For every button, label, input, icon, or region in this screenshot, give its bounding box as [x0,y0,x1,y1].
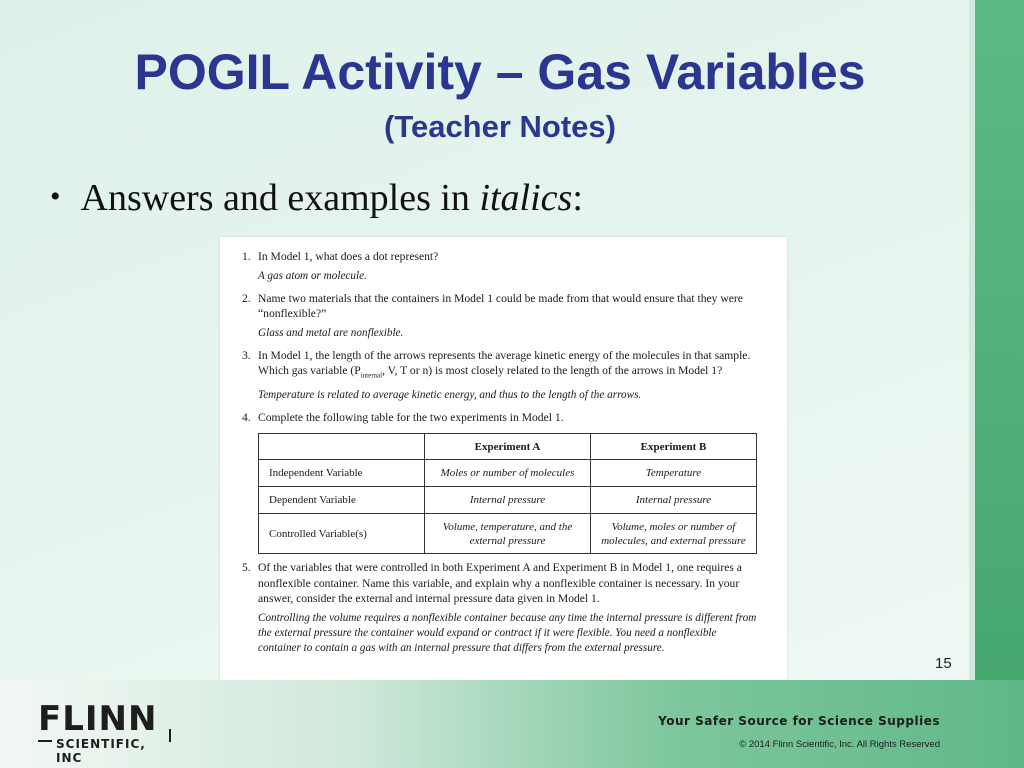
logo-rule [38,740,52,742]
subscript-internal: internal [360,371,383,380]
question-5 [242,560,761,607]
question-2 [242,291,761,322]
logo-bracket [169,729,171,742]
table-cell: Internal pressure [591,487,757,514]
table-header-row [259,434,757,460]
question-text: Complete the following table for the two experiments in Model 1. [258,410,564,424]
question-number: 3. [242,348,251,362]
table-row [259,514,757,554]
answer-1: A gas atom or molecule. [258,269,367,282]
table-row-label: Independent Variable [259,460,425,487]
bullet-dot-icon: • [50,180,61,213]
table-header-cell [259,434,425,460]
table-row [259,460,757,487]
table-row-label: Controlled Variable(s) [259,514,425,554]
table-cell: Volume, temperature, and the external pressure [425,514,591,554]
question-number: 1. [242,250,251,263]
table-cell: Temperature [591,460,757,487]
question-number: 4. [242,410,251,424]
answer-3: Temperature is related to average kinetic energy, and thus to the length of the arrows. [258,388,642,401]
table-row-label: Dependent Variable [259,487,425,514]
bullet-item [50,176,583,222]
side-accent-bar [975,0,1024,680]
footer-bar [0,680,1024,768]
question-text-part-b: , V, T or n) is most closely related to the length of the arrows in Model 1? [382,364,723,377]
question-text [258,348,761,384]
question-text: In Model 1, what does a dot represent? [258,250,439,263]
experiment-table [258,433,757,554]
bullet-suffix: : [572,177,583,219]
table-cell: Volume, moles or number of molecules, and external pressure [591,514,757,554]
worksheet-image [220,237,787,688]
question-number: 2. [242,291,251,305]
table-cell: Internal pressure [425,487,591,514]
question-1 [242,249,761,265]
question-number: 5. [242,561,251,575]
question-4 [242,410,761,426]
footer-copyright: © 2014 Flinn Scientific, Inc. All Rights Reserved [739,739,940,750]
question-3 [242,348,761,384]
page-number: 15 [935,655,952,672]
slide-title: POGIL Activity – Gas Variables [134,44,866,100]
answer-5: Controlling the volume requires a nonflexible container because any time the internal pressure is different from the external pressure the container would expand or contract if it were flexible. You need a nonflexible container to contain a gas with an internal pressure that differs from the external pressure. [258,611,757,654]
footer-tagline: Your Safer Source for Science Supplies [658,714,940,728]
slide-subtitle: (Teacher Notes) [384,109,616,144]
table-header-cell: Experiment B [591,434,757,460]
logo-sub-text: SCIENTIFIC, INC [56,737,146,765]
question-text: Of the variables that were controlled in both Experiment A and Experiment B in Model 1, one requires a nonflexible container. Name this variable, and explain why a nonflexible container is necessary. In your answer, consider the external and internal pressure data given in Model 1. [258,561,742,606]
question-text: Name two materials that the containers in Model 1 could be made from that would ensure that they were “nonflexible?” [258,291,743,320]
flinn-logo [38,699,173,765]
table-cell: Moles or number of molecules [425,460,591,487]
table-row [259,487,757,514]
bullet-text [81,176,583,220]
logo-main-text: FLINN [38,699,158,739]
bullet-italic-word: italics [479,177,573,219]
table-header-cell: Experiment A [425,434,591,460]
answer-2: Glass and metal are nonflexible. [258,326,404,339]
question-text-part-a: In Model 1, the length of the arrows represents the average kinetic energy of the molecules in that sample. Which gas variable (P [258,348,751,377]
bullet-prefix: Answers and examples in [80,177,480,219]
